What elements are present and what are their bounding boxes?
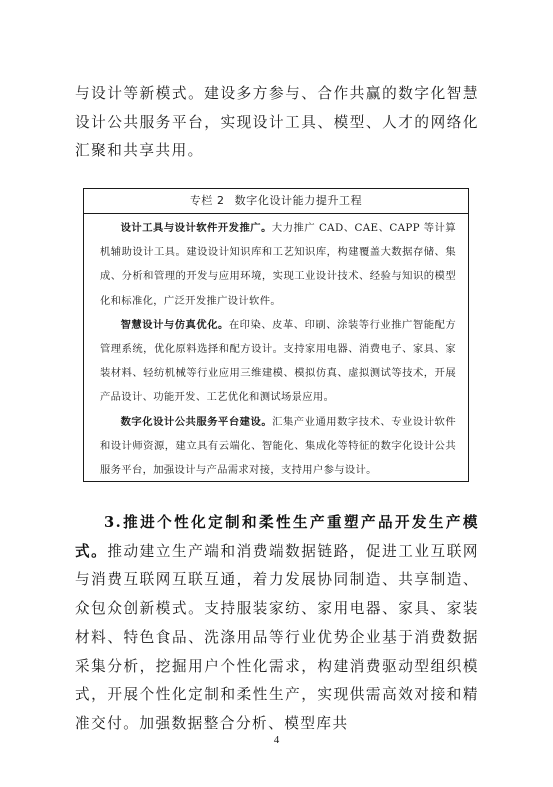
item-text: 大力推广 CAD、CAE、CAPP 等计算机辅助设计工具。建设设计知识库和工艺知识库，构建覆盖大数据存储、集成、分析和管理的开发与应用环境，实现工业设计技术、经验与知识的模型化和标准化，广泛开发推广设计软件。 — [100, 222, 457, 307]
item-heading: 数字化设计公共服务平台建设。 — [120, 415, 273, 428]
paragraph-body: 推动建立生产端和消费端数据链路，促进工业互联网与消费互联网互联互通，着力发展协同制造、共享制造、众包众创新模式。支持服装家纺、家用电器、家具、家装材料、特色食品、洗涤用品等行业优势企业基于消费数据采集分析，挖掘用户个性化需求，构建消费驱动型组织模式，开展个性化定制和柔性生产，实现供需高效对接和精准交付。加强数据整合分析、模型库共 — [75, 542, 479, 732]
feature-box-item — [100, 313, 456, 410]
feature-box-body — [84, 214, 468, 482]
feature-box-label: 专栏 2 — [189, 194, 225, 207]
feature-box-title: 数字化设计能力提升工程 — [234, 194, 363, 207]
page-number: 4 — [273, 734, 280, 746]
item-text: 汇集产业通用数字技术、专业设计软件和设计师资源，建立具有云端化、智能化、集成化等特征的数字化设计公共服务平台，加强设计与产品需求对接，支持用户参与设计。 — [100, 415, 457, 477]
feature-box-header — [84, 189, 468, 214]
item-text: 在印染、皮革、印刷、涂装等行业推广智能配方管理系统，优化原料选择和配方设计。支持家用电器、消费电子、家具、家装材料、轻纺机械等行业应用三维建模、模拟仿真、虚拟测试等技术，开展产品设计、功能开发、工艺优化和测试场景应用。 — [100, 318, 456, 404]
feature-box — [83, 188, 469, 482]
paragraph-top: 与设计等新模式。建设多方参与、合作共赢的数字化智慧设计公共服务平台，实现设计工具、模型、人才的网络化汇聚和共享共用。 — [75, 85, 479, 160]
item-heading: 设计工具与设计软件开发推广。 — [120, 222, 272, 234]
feature-box-item — [100, 216, 456, 313]
section-heading: 3.推进个性化定制和柔性生产重塑产品开发生产模式。 — [75, 514, 479, 560]
feature-box-item — [100, 410, 456, 483]
paragraph-main — [75, 509, 479, 739]
item-heading: 智慧设计与仿真优化。 — [120, 318, 229, 331]
